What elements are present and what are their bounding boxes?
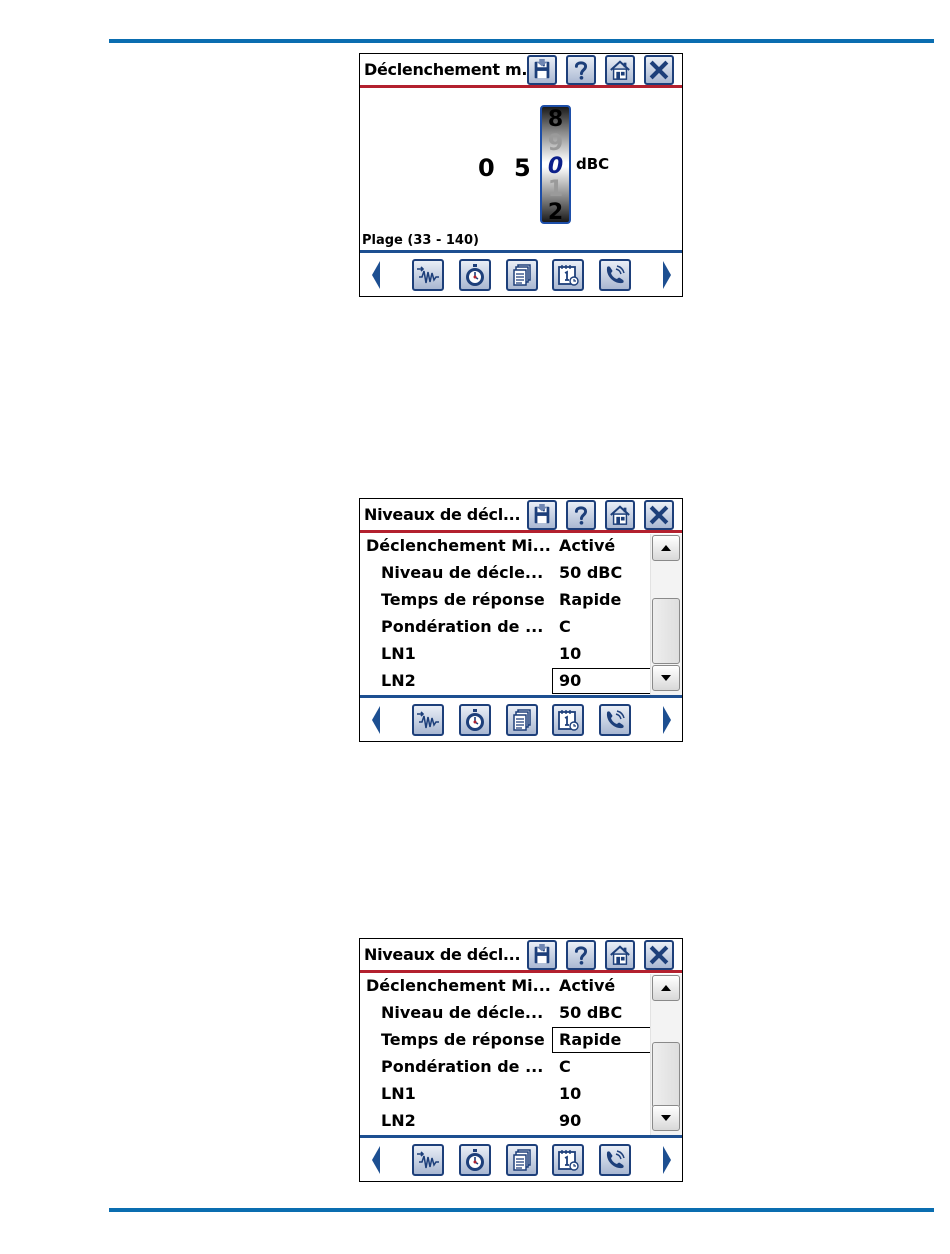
next-button[interactable] xyxy=(657,260,677,290)
settings-row-response-time[interactable] xyxy=(360,1026,650,1053)
communication-button[interactable] xyxy=(599,259,631,291)
settings-row-ln2[interactable] xyxy=(360,1107,650,1134)
row-value-selected[interactable]: 90 xyxy=(552,668,652,694)
arrow-left-icon xyxy=(371,706,381,734)
row-value: C xyxy=(559,1057,571,1076)
schedule-button[interactable] xyxy=(552,259,584,291)
communication-button[interactable] xyxy=(599,1144,631,1176)
spinner-digit: 1 xyxy=(547,177,564,202)
row-value: C xyxy=(559,617,571,636)
save-icon xyxy=(531,59,553,81)
close-icon xyxy=(648,504,670,526)
close-button[interactable] xyxy=(644,940,674,970)
files-button[interactable] xyxy=(506,259,538,291)
next-button[interactable] xyxy=(657,705,677,735)
home-icon xyxy=(609,944,631,966)
home-button[interactable] xyxy=(605,55,635,85)
waveform-icon xyxy=(416,708,440,732)
scroll-up-button[interactable] xyxy=(652,535,680,561)
row-value: 50 dBC xyxy=(559,563,623,582)
row-label: Niveau de décle... xyxy=(381,1003,544,1022)
title-bar xyxy=(360,54,682,88)
stopwatch-icon xyxy=(463,708,487,732)
settings-row-trigger[interactable] xyxy=(360,532,650,559)
bottom-toolbar xyxy=(360,1135,682,1181)
trigger-levels-screen-ln2 xyxy=(359,498,683,742)
save-button[interactable] xyxy=(527,55,557,85)
row-label: Temps de réponse xyxy=(381,1030,545,1049)
bottom-toolbar xyxy=(360,695,682,741)
digit-tens[interactable]: 5 xyxy=(514,154,531,182)
help-button[interactable] xyxy=(566,500,596,530)
home-icon xyxy=(609,59,631,81)
settings-row-level[interactable] xyxy=(360,559,650,586)
row-value: Rapide xyxy=(559,590,622,609)
bottom-toolbar xyxy=(360,250,682,296)
home-button[interactable] xyxy=(605,940,635,970)
row-label: Niveau de décle... xyxy=(381,563,544,582)
previous-button[interactable] xyxy=(366,705,386,735)
save-button[interactable] xyxy=(527,940,557,970)
save-icon xyxy=(531,504,553,526)
digit-spinner[interactable] xyxy=(540,105,571,224)
arrow-left-icon xyxy=(371,261,381,289)
measurement-button[interactable] xyxy=(412,1144,444,1176)
timer-button[interactable] xyxy=(459,704,491,736)
row-value-selected[interactable]: Rapide xyxy=(552,1027,652,1053)
screen-title: Niveaux de décl... xyxy=(364,945,521,964)
stopwatch-icon xyxy=(463,263,487,287)
calendar-icon xyxy=(556,1148,580,1172)
row-label: Déclenchement Mi... xyxy=(366,976,551,995)
save-button[interactable] xyxy=(527,500,557,530)
arrow-left-icon xyxy=(371,1146,381,1174)
row-label: LN1 xyxy=(381,1084,416,1103)
phone-icon xyxy=(603,708,627,732)
row-label: Déclenchement Mi... xyxy=(366,536,551,555)
scroll-down-button[interactable] xyxy=(652,1105,680,1131)
save-icon xyxy=(531,944,553,966)
scroll-up-button[interactable] xyxy=(652,975,680,1001)
documents-icon xyxy=(510,263,534,287)
title-bar xyxy=(360,939,682,973)
scroll-thumb[interactable] xyxy=(652,1042,680,1108)
calendar-icon xyxy=(556,263,580,287)
timer-button[interactable] xyxy=(459,259,491,291)
communication-button[interactable] xyxy=(599,704,631,736)
schedule-button[interactable] xyxy=(552,704,584,736)
trigger-level-screen xyxy=(359,53,683,297)
screen-title: Niveaux de décl... xyxy=(364,505,521,524)
title-bar xyxy=(360,499,682,533)
home-button[interactable] xyxy=(605,500,635,530)
waveform-icon xyxy=(416,1148,440,1172)
page-bottom-rule xyxy=(109,1208,934,1212)
files-button[interactable] xyxy=(506,704,538,736)
screen-title: Déclenchement m. xyxy=(364,60,528,79)
measurement-button[interactable] xyxy=(412,704,444,736)
timer-button[interactable] xyxy=(459,1144,491,1176)
chevron-up-icon xyxy=(661,545,671,551)
previous-button[interactable] xyxy=(366,260,386,290)
close-button[interactable] xyxy=(644,55,674,85)
spinner-digit: 9 xyxy=(547,131,564,156)
chevron-down-icon xyxy=(661,1115,671,1121)
next-button[interactable] xyxy=(657,1145,677,1175)
row-label: LN1 xyxy=(381,644,416,663)
help-icon xyxy=(570,59,592,81)
close-icon xyxy=(648,59,670,81)
settings-row-weighting[interactable] xyxy=(360,613,650,640)
phone-icon xyxy=(603,1148,627,1172)
chevron-up-icon xyxy=(661,985,671,991)
settings-row-level[interactable] xyxy=(360,999,650,1026)
arrow-right-icon xyxy=(662,261,672,289)
scrollbar[interactable] xyxy=(650,534,682,695)
documents-icon xyxy=(510,708,534,732)
settings-row-ln1[interactable] xyxy=(360,640,650,667)
row-label: Temps de réponse xyxy=(381,590,545,609)
settings-row-trigger[interactable] xyxy=(360,972,650,999)
range-label: Plage (33 - 140) xyxy=(362,233,479,248)
row-label: Pondération de ... xyxy=(381,617,544,636)
settings-row-ln1[interactable] xyxy=(360,1080,650,1107)
measurement-button[interactable] xyxy=(412,259,444,291)
spinner-selected-digit: 0 xyxy=(547,154,564,179)
help-button[interactable] xyxy=(566,940,596,970)
spinner-digit: 8 xyxy=(547,107,564,132)
row-label: LN2 xyxy=(381,671,416,690)
files-button[interactable] xyxy=(506,1144,538,1176)
row-label: Pondération de ... xyxy=(381,1057,544,1076)
scroll-thumb[interactable] xyxy=(652,598,680,664)
spinner-digit: 2 xyxy=(547,200,564,224)
help-icon xyxy=(570,504,592,526)
row-value: 50 dBC xyxy=(559,1003,623,1022)
row-value: Activé xyxy=(559,976,616,995)
schedule-button[interactable] xyxy=(552,1144,584,1176)
row-label: LN2 xyxy=(381,1111,416,1130)
close-button[interactable] xyxy=(644,500,674,530)
row-value: 10 xyxy=(559,644,582,663)
phone-icon xyxy=(603,263,627,287)
row-value: 10 xyxy=(559,1084,582,1103)
row-value: 90 xyxy=(559,1111,582,1130)
previous-button[interactable] xyxy=(366,1145,386,1175)
settings-row-weighting[interactable] xyxy=(360,1053,650,1080)
arrow-right-icon xyxy=(662,706,672,734)
arrow-right-icon xyxy=(662,1146,672,1174)
trigger-levels-screen-response xyxy=(359,938,683,1182)
row-value: Activé xyxy=(559,536,616,555)
close-icon xyxy=(648,944,670,966)
waveform-icon xyxy=(416,263,440,287)
home-icon xyxy=(609,504,631,526)
unit-label: dBC xyxy=(576,155,610,173)
scroll-down-button[interactable] xyxy=(652,665,680,691)
help-icon xyxy=(570,944,592,966)
calendar-icon xyxy=(556,708,580,732)
settings-row-ln2[interactable] xyxy=(360,667,650,694)
help-button[interactable] xyxy=(566,55,596,85)
stopwatch-icon xyxy=(463,1148,487,1172)
scrollbar[interactable] xyxy=(650,974,682,1135)
page-top-rule xyxy=(109,39,934,43)
settings-row-response-time[interactable] xyxy=(360,586,650,613)
digit-hundreds[interactable]: 0 xyxy=(478,154,495,182)
documents-icon xyxy=(510,1148,534,1172)
chevron-down-icon xyxy=(661,675,671,681)
